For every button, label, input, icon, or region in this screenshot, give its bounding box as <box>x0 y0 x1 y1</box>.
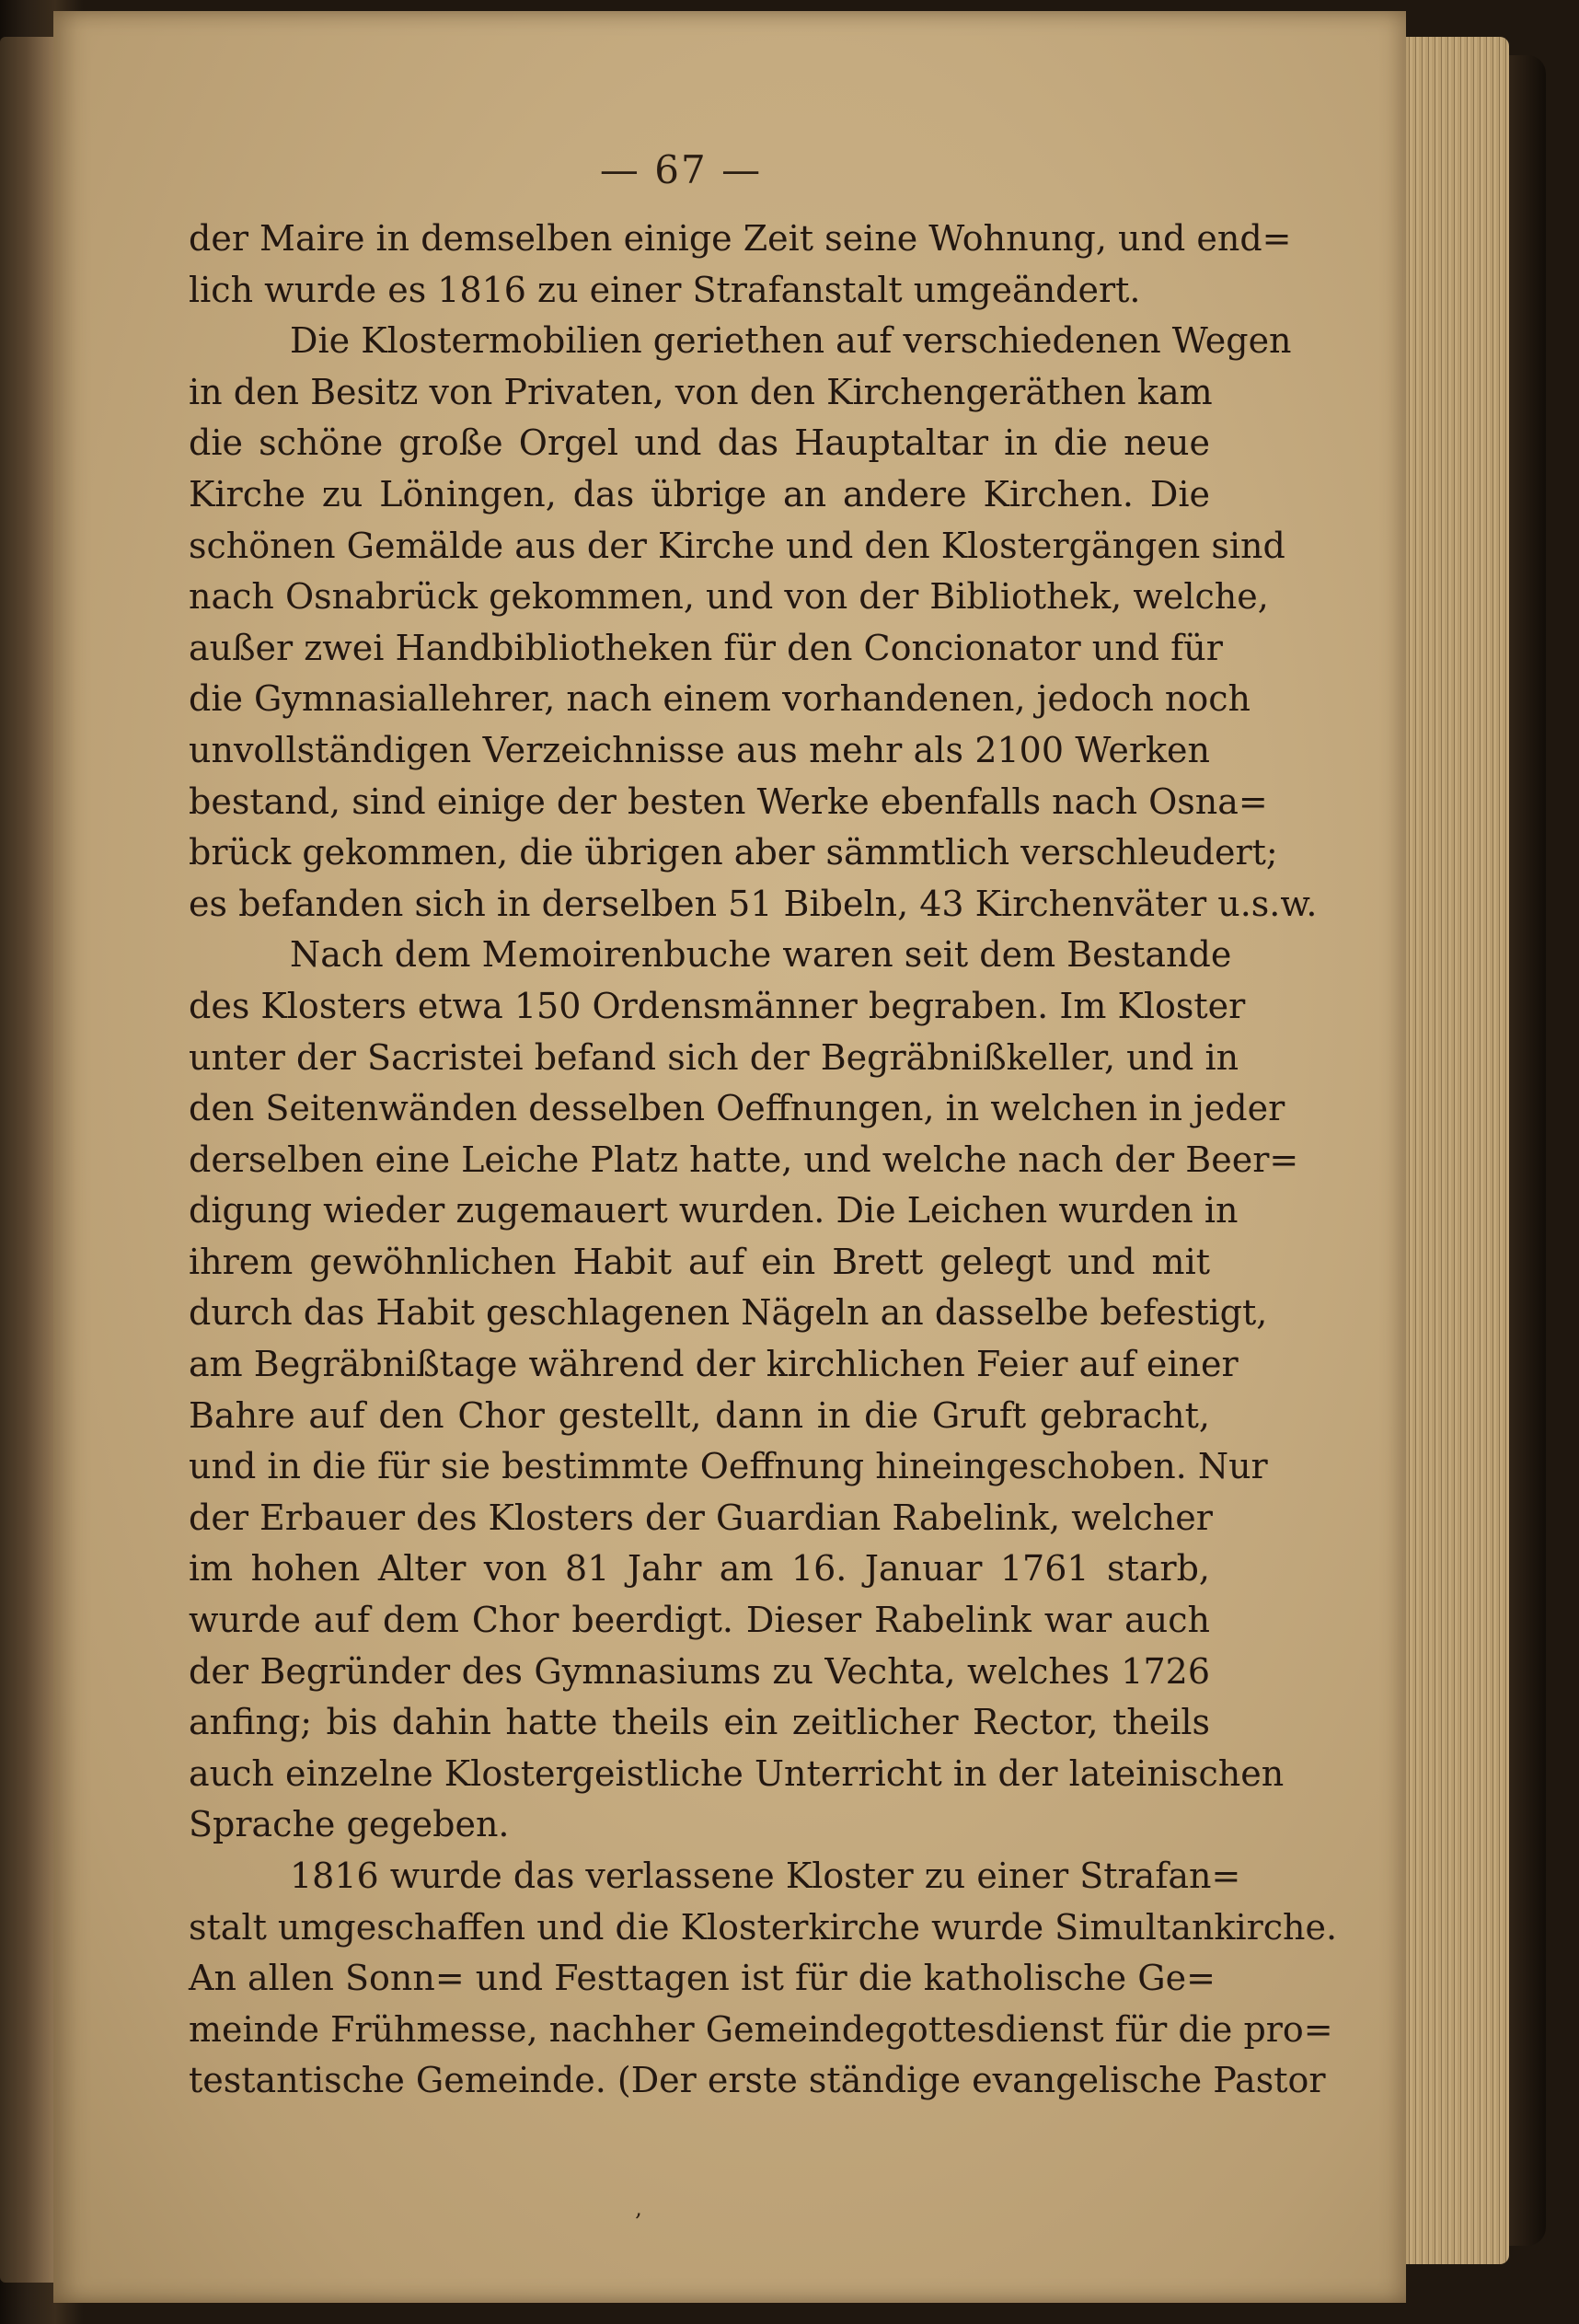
text-line: unvollständigen Verzeichnisse aus mehr als 2100 Werken <box>189 729 1210 770</box>
text-line: meinde Frühmesse, nachher Gemeindegottesdienst für die pro= <box>189 2008 1333 2050</box>
text-line: der Begründer des Gymnasiums zu Vechta, welches 1726 <box>189 1650 1210 1692</box>
text-line: Nach dem Memoirenbuche waren seit dem Bestande <box>290 934 1232 976</box>
text-line: ihrem gewöhnlichen Habit auf ein Brett gelegt und mit <box>189 1241 1210 1282</box>
text-line: der Erbauer des Klosters der Guardian Rabelink, welcher <box>189 1497 1213 1538</box>
text-line: außer zwei Handbibliotheken für den Concionator und für <box>189 627 1223 668</box>
page-body <box>189 214 1338 2107</box>
text-line: Sprache gegeben. <box>189 1804 510 1845</box>
text-line: Die Klostermobilien geriethen auf verschiedenen Wegen <box>290 320 1292 362</box>
text-line: die schöne große Orgel und das Hauptaltar in die neue <box>189 422 1210 464</box>
text-line: testantische Gemeinde. (Der erste ständige evangelische Pastor <box>189 2060 1326 2101</box>
text-line: die Gymnasiallehrer, nach einem vorhandenen, jedoch noch <box>189 678 1251 720</box>
text-line: und in die für sie bestimmte Oeffnung hineingeschoben. Nur <box>189 1446 1268 1487</box>
text-line: am Begräbnißtage während der kirchlichen Feier auf einer <box>189 1344 1239 1385</box>
stray-mark: ‚ <box>635 2195 642 2221</box>
text-line: bestand, sind einige der besten Werke ebenfalls nach Osna= <box>189 780 1268 822</box>
text-line: in den Besitz von Privaten, von den Kirchengeräthen kam <box>189 371 1213 412</box>
text-line: durch das Habit geschlagenen Nägeln an dasselbe befestigt, <box>189 1292 1268 1334</box>
text-line: nach Osnabrück gekommen, und von der Bibliothek, welche, <box>189 576 1269 618</box>
text-line: lich wurde es 1816 zu einer Strafanstalt umgeändert. <box>189 269 1141 310</box>
text-line: den Seitenwänden desselben Oeffnungen, in welchen in jeder <box>189 1088 1285 1129</box>
text-line: stalt umgeschaffen und die Klosterkirche wurde Simultankirche. <box>189 1906 1338 1948</box>
text-line: Bahre auf den Chor gestellt, dann in die Gruft gebracht, <box>189 1394 1210 1436</box>
text-line: anfing; bis dahin hatte theils ein zeitlicher Rector, theils <box>189 1702 1210 1743</box>
text-line: digung wieder zugemauert wurden. Die Leichen wurden in <box>189 1190 1239 1231</box>
text-line: unter der Sacristei befand sich der Begräbnißkeller, und in <box>189 1036 1239 1078</box>
text-line: An allen Sonn= und Festtagen ist für die katholische Ge= <box>189 1958 1216 1999</box>
text-line: schönen Gemälde aus der Kirche und den Klostergängen sind <box>189 525 1285 566</box>
text-line: im hohen Alter von 81 Jahr am 16. Januar 1761 starb, <box>189 1548 1210 1590</box>
text-line: es befanden sich in derselben 51 Bibeln, 43 Kirchenväter u.s.w. <box>189 883 1318 924</box>
text-line: des Klosters etwa 150 Ordensmänner begraben. Im Kloster <box>189 985 1246 1026</box>
text-line: Kirche zu Löningen, das übrige an andere Kirchen. Die <box>189 473 1210 515</box>
text-line: derselben eine Leiche Platz hatte, und welche nach der Beer= <box>189 1139 1299 1180</box>
text-line: 1816 wurde das verlassene Kloster zu einer Strafan= <box>290 1856 1241 1896</box>
text-line: brück gekommen, die übrigen aber sämmtlich verschleudert; <box>189 832 1278 873</box>
page-number-header: — 67 — <box>599 147 763 192</box>
text-line: wurde auf dem Chor beerdigt. Dieser Rabelink war auch <box>189 1600 1210 1641</box>
text-line: auch einzelne Klostergeistliche Unterricht in der lateinischen <box>189 1752 1285 1794</box>
text-line: der Maire in demselben einige Zeit seine Wohnung, und end= <box>189 218 1292 259</box>
